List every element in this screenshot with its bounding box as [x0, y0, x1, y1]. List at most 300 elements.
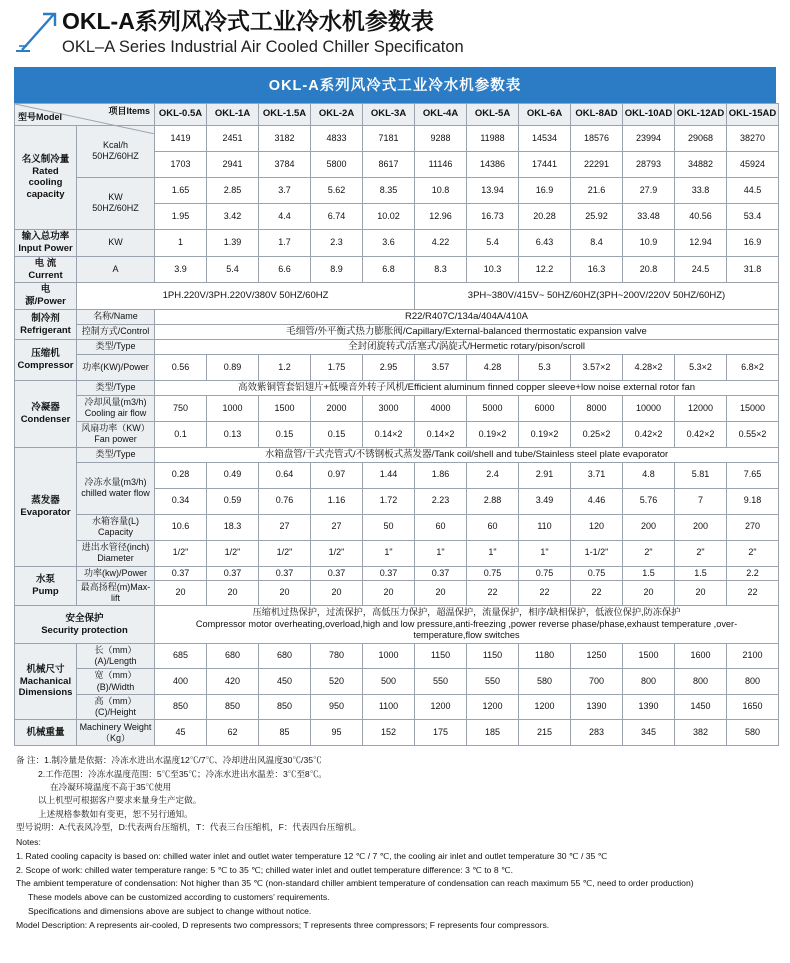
item-cell: 功率(kw)/Power — [77, 566, 155, 580]
cell: 16.3 — [571, 256, 623, 283]
table-row-input-power — [15, 229, 779, 256]
security-line-en-1: Compressor motor overheating,overload,high and low pressure,anti-freezing ,power reverse phase/phase,exhaust temperature ,over- — [195, 618, 738, 629]
cell: 1390 — [623, 694, 675, 720]
cell: 5.4 — [207, 256, 259, 283]
unit-line: KW — [108, 192, 123, 203]
label-line: 输入总功率 — [21, 230, 70, 242]
cell: 0.75 — [571, 566, 623, 580]
cell: 1150 — [467, 643, 519, 669]
cell: 1" — [415, 540, 467, 566]
cell: 3.57 — [415, 354, 467, 380]
label-line: Compressor — [17, 359, 74, 371]
cell: 1.2 — [259, 354, 311, 380]
cell: 3.6 — [363, 229, 415, 256]
cell: 6000 — [519, 395, 571, 421]
cell: 1600 — [675, 643, 727, 669]
table-row-condenser-fanpower — [15, 421, 779, 447]
label-line: Evaporator — [20, 506, 71, 518]
item-cell: 宽（mm）(B)/Width — [77, 669, 155, 695]
item-cell: 功率(KW)/Power — [77, 354, 155, 380]
item-cell: 长（mm）(A)/Length — [77, 643, 155, 669]
cell: 4.22 — [415, 229, 467, 256]
item-line: （Kg） — [100, 732, 130, 743]
cell: 4833 — [311, 125, 363, 151]
cell: 2.85 — [207, 177, 259, 203]
page-title-en: OKL–A Series Industrial Air Cooled Chiller Specificaton — [62, 38, 464, 57]
cell: 0.37 — [155, 566, 207, 580]
row-label-refrigerant — [15, 310, 77, 340]
cell: 10.02 — [363, 203, 415, 229]
cell: 580 — [519, 669, 571, 695]
cell: 16.9 — [519, 177, 571, 203]
cell: 5.4 — [467, 229, 519, 256]
cell: 28793 — [623, 151, 675, 177]
item-line: 冷冻水量(m3/h) — [84, 476, 147, 487]
cell: 23994 — [623, 125, 675, 151]
cell: 8.35 — [363, 177, 415, 203]
item-line: Machinery Weight — [79, 721, 152, 732]
note-en-1: 2. Scope of work: chilled water temperature range: 5 ℃ to 35 ℃; chilled water inlet and outlet temperature difference: 3 ℃ to 8 ℃. — [16, 864, 514, 875]
table-row-evaporator-type — [15, 447, 779, 462]
cell: 800 — [675, 669, 727, 695]
cell: 4000 — [415, 395, 467, 421]
cell: 3.7 — [259, 177, 311, 203]
item-cell: 最高扬程(m)Max-lift — [77, 580, 155, 606]
cell: 1/2" — [259, 540, 311, 566]
cell: 550 — [467, 669, 519, 695]
cell: 34882 — [675, 151, 727, 177]
cell: 0.64 — [259, 462, 311, 488]
cell: 1200 — [519, 694, 571, 720]
cell: 4.4 — [259, 203, 311, 229]
cell: 110 — [519, 514, 571, 540]
cell: 3.9 — [155, 256, 207, 283]
note-cn-model-description: 型号说明：A:代表风冷型，D:代表两台压缩机，T：代表三台压缩机，F：代表四台压缩机。 — [16, 821, 362, 832]
cell: 1" — [519, 540, 571, 566]
cell: 17441 — [519, 151, 571, 177]
item-cell — [77, 540, 155, 566]
cell: 45924 — [727, 151, 779, 177]
cell: 2.3 — [311, 229, 363, 256]
cell: 33.8 — [675, 177, 727, 203]
cell: 62 — [207, 720, 259, 746]
cell: 33.48 — [623, 203, 675, 229]
cell: 0.59 — [207, 488, 259, 514]
row-label-pump — [15, 566, 77, 606]
note-cn-3: 以上机型可根据客户要求来量身生产定做。 — [38, 795, 202, 806]
row-label-dimensions — [15, 643, 77, 720]
table-row-dimension-width — [15, 669, 779, 695]
unit-line: Kcal/h — [102, 140, 128, 151]
cell: 38270 — [727, 125, 779, 151]
cell: 5.81 — [675, 462, 727, 488]
cell: 5.3×2 — [675, 354, 727, 380]
cell: 1200 — [467, 694, 519, 720]
item-line: 冷却风量(m3/h) — [84, 396, 147, 407]
label-line: Current — [28, 269, 63, 281]
row-label-security — [15, 606, 155, 644]
arrow-logo-icon — [14, 10, 60, 54]
label-line: Machanical — [19, 675, 72, 687]
cell: 0.37 — [207, 566, 259, 580]
cell: 2941 — [207, 151, 259, 177]
cell: 215 — [519, 720, 571, 746]
table-row-condenser-type — [15, 380, 779, 395]
row-label-compressor — [15, 339, 77, 380]
table-corner-cell — [15, 103, 155, 125]
row-label-condenser — [15, 380, 77, 447]
cell: 40.56 — [675, 203, 727, 229]
cell: 1000 — [363, 643, 415, 669]
label-line: Input Power — [18, 242, 73, 254]
corner-row-label: 型号Model — [18, 111, 62, 122]
evaporator-type-value: 水箱盘管/干式壳管式/不锈钢板式蒸发器/Tank coil/shell and tube/Stainless steel plate evaporator — [155, 447, 779, 462]
cell: 1 — [155, 229, 207, 256]
unit-cell: A — [77, 256, 155, 283]
model-header: OKL-1.5A — [259, 103, 311, 125]
cell: 0.97 — [311, 462, 363, 488]
table-row-pump-lift — [15, 580, 779, 606]
cell: 45 — [155, 720, 207, 746]
cell: 9.18 — [727, 488, 779, 514]
cell: 550 — [415, 669, 467, 695]
cell: 1200 — [415, 694, 467, 720]
table-row-refrigerant-name — [15, 310, 779, 325]
cell: 1.5 — [675, 566, 727, 580]
label-line: Condenser — [20, 413, 71, 425]
cell: 95 — [311, 720, 363, 746]
label-line: capacity — [26, 189, 65, 201]
cell: 580 — [727, 720, 779, 746]
row-label-input-power — [15, 229, 77, 256]
table-row-evaporator-flow — [15, 462, 779, 488]
table-row-pump-power — [15, 566, 779, 580]
cell: 382 — [675, 720, 727, 746]
table-row-power-supply — [15, 283, 779, 310]
model-header: OKL-12AD — [675, 103, 727, 125]
cell: 7 — [675, 488, 727, 514]
cell: 8.3 — [415, 256, 467, 283]
cell: 27.9 — [623, 177, 675, 203]
item-cell — [77, 462, 155, 514]
cell: 12000 — [675, 395, 727, 421]
item-cell — [77, 395, 155, 421]
label-line: 蒸发器 — [31, 494, 60, 506]
cell: 950 — [311, 694, 363, 720]
cell: 29068 — [675, 125, 727, 151]
label-line: 电 — [40, 284, 51, 296]
item-cell — [77, 720, 155, 746]
label-line: 制冷剂 — [31, 312, 60, 324]
cell: 10.3 — [467, 256, 519, 283]
cell: 0.37 — [311, 566, 363, 580]
label-line: 压缩机 — [31, 347, 60, 359]
cell: 2" — [675, 540, 727, 566]
cell: 680 — [207, 643, 259, 669]
label-line: 机械尺寸 — [26, 663, 65, 675]
item-cell: 类型/Type — [77, 380, 155, 395]
cell: 3784 — [259, 151, 311, 177]
cell: 0.28 — [155, 462, 207, 488]
cell: 53.4 — [727, 203, 779, 229]
refrigerant-control-value: 毛细管/外平衡式热力膨胀阀/Capillary/External-balanced thermostatic expansion valve — [155, 325, 779, 340]
cell: 1.7 — [259, 229, 311, 256]
cell: 1" — [467, 540, 519, 566]
table-header-row — [15, 103, 779, 125]
cell: 22 — [467, 580, 519, 606]
cell: 185 — [467, 720, 519, 746]
label-line: cooling — [28, 177, 63, 189]
cell: 5000 — [467, 395, 519, 421]
cell: 20 — [675, 580, 727, 606]
cell: 0.15 — [259, 421, 311, 447]
item-line: Capacity — [97, 527, 133, 537]
table-row — [15, 177, 779, 203]
cell: 12.96 — [415, 203, 467, 229]
cell: 0.76 — [259, 488, 311, 514]
cell: 1.5 — [623, 566, 675, 580]
cell: 0.42×2 — [675, 421, 727, 447]
cell: 1390 — [571, 694, 623, 720]
cell: 3.42 — [207, 203, 259, 229]
table-row-weight — [15, 720, 779, 746]
cell: 22 — [727, 580, 779, 606]
cell: 1.95 — [155, 203, 207, 229]
cell: 850 — [259, 694, 311, 720]
item-cell — [77, 514, 155, 540]
cell: 0.37 — [415, 566, 467, 580]
model-header: OKL-15AD — [727, 103, 779, 125]
cell: 20 — [311, 580, 363, 606]
cell: 12.2 — [519, 256, 571, 283]
unit-line: 50HZ/60HZ — [92, 203, 139, 214]
cell: 10.8 — [415, 177, 467, 203]
cell: 16.9 — [727, 229, 779, 256]
specification-table — [14, 103, 779, 746]
cell: 15000 — [727, 395, 779, 421]
cell: 0.56 — [155, 354, 207, 380]
cell: 4.8 — [623, 462, 675, 488]
cell: 5.62 — [311, 177, 363, 203]
cell: 283 — [571, 720, 623, 746]
cell: 2" — [623, 540, 675, 566]
cell: 0.13 — [207, 421, 259, 447]
cell: 1419 — [155, 125, 207, 151]
item-cell — [77, 421, 155, 447]
cell: 1.75 — [311, 354, 363, 380]
cell: 85 — [259, 720, 311, 746]
item-cell: 类型/Type — [77, 339, 155, 354]
cell: 1/2" — [311, 540, 363, 566]
item-line: Cooling air flow — [84, 408, 147, 419]
cell: 2451 — [207, 125, 259, 151]
notes-chinese — [16, 754, 774, 834]
cell: 2" — [727, 540, 779, 566]
cell: 152 — [363, 720, 415, 746]
note-en-0: 1. Rated cooling capacity is based on: chilled water inlet and outlet water temperature 12 ℃ / 7 ℃, the cooling air inlet and outlet temperature 30 ℃ / 35 ℃ — [16, 850, 608, 861]
cell: 4.28 — [467, 354, 519, 380]
unit-cell: KW — [77, 229, 155, 256]
cell: 1.72 — [363, 488, 415, 514]
item-line: chilled water flow — [81, 488, 150, 498]
cell: 31.8 — [727, 256, 779, 283]
cell: 22 — [519, 580, 571, 606]
cell: 9288 — [415, 125, 467, 151]
cell: 175 — [415, 720, 467, 746]
cell: 0.49 — [207, 462, 259, 488]
cell: 20 — [415, 580, 467, 606]
cell: 1" — [363, 540, 415, 566]
notes-en-title: Notes: — [16, 837, 41, 848]
cell: 0.1 — [155, 421, 207, 447]
cell: 11988 — [467, 125, 519, 151]
label-line: 安全保护 — [65, 612, 104, 624]
cell: 1.86 — [415, 462, 467, 488]
label-line: Security protection — [41, 624, 128, 636]
label-line: Pump — [32, 585, 59, 597]
model-header: OKL-8AD — [571, 103, 623, 125]
cell: 750 — [155, 395, 207, 421]
cell: 7181 — [363, 125, 415, 151]
cell: 0.55×2 — [727, 421, 779, 447]
security-line-en-2: temperature,flow switches — [413, 630, 520, 641]
cell: 25.92 — [571, 203, 623, 229]
cell: 50 — [363, 514, 415, 540]
cell: 450 — [259, 669, 311, 695]
cell: 1150 — [415, 643, 467, 669]
label-line: Rated — [32, 165, 59, 177]
note-cn-0: 备 注：1.制冷量是依据：冷冻水进出水温度12℃/7℃、冷却进出风温度30℃/35℃ — [16, 755, 322, 766]
cell: 120 — [571, 514, 623, 540]
model-header: OKL-4A — [415, 103, 467, 125]
label-line: Dimensions — [18, 687, 73, 699]
note-en-3: These models above can be customized according to customers’ requirements. — [28, 892, 330, 903]
cell: 1/2" — [207, 540, 259, 566]
label-line: 名义制冷量 — [21, 153, 70, 165]
cell: 8.9 — [311, 256, 363, 283]
model-header: OKL-0.5A — [155, 103, 207, 125]
cell: 10.9 — [623, 229, 675, 256]
cell: 10000 — [623, 395, 675, 421]
item-line: Diameter — [97, 553, 134, 563]
cell: 24.5 — [675, 256, 727, 283]
cell: 4.28×2 — [623, 354, 675, 380]
cell: 2.88 — [467, 488, 519, 514]
cell: 1.65 — [155, 177, 207, 203]
cell: 8617 — [363, 151, 415, 177]
cell: 14534 — [519, 125, 571, 151]
cell: 20.28 — [519, 203, 571, 229]
cell: 400 — [155, 669, 207, 695]
notes-english — [16, 836, 774, 932]
item-cell: 名称/Name — [77, 310, 155, 325]
cell: 6.6 — [259, 256, 311, 283]
cell: 1-1/2" — [571, 540, 623, 566]
table-row-compressor-type — [15, 339, 779, 354]
cell: 18.3 — [207, 514, 259, 540]
note-en-2: The ambient temperature of condensation: Not higher than 35 ℃ (non-standard chiller ambient temperature of condensation can reach maximum 55 ℃, need to order production) — [16, 878, 694, 889]
cell: 0.19×2 — [519, 421, 571, 447]
cell: 27 — [259, 514, 311, 540]
security-line-cn: 压缩机过热保护，过流保护，高低压力保护，超温保护，流量保护，相序/缺相保护，低液位保护,防冻保护 — [252, 607, 681, 618]
cell: 6.8 — [363, 256, 415, 283]
label-line: 水泵 — [35, 574, 55, 585]
cell: 0.15 — [311, 421, 363, 447]
cell: 5800 — [311, 151, 363, 177]
cell: 1.39 — [207, 229, 259, 256]
cell: 3182 — [259, 125, 311, 151]
cell: 800 — [727, 669, 779, 695]
cell: 1.44 — [363, 462, 415, 488]
cell: 18576 — [571, 125, 623, 151]
row-label-weight: 机械重量 — [15, 720, 77, 746]
cell: 20 — [155, 580, 207, 606]
cell: 780 — [311, 643, 363, 669]
cell: 4.46 — [571, 488, 623, 514]
document-header — [0, 0, 790, 63]
item-cell: 高（mm）(C)/Height — [77, 694, 155, 720]
label-line: Refrigerant — [20, 324, 71, 336]
label-line: 冷凝器 — [31, 401, 60, 413]
cell: 0.14×2 — [363, 421, 415, 447]
cell: 11146 — [415, 151, 467, 177]
cell: 0.75 — [519, 566, 571, 580]
cell: 6.74 — [311, 203, 363, 229]
cell: 1703 — [155, 151, 207, 177]
cell: 7.65 — [727, 462, 779, 488]
table-banner: OKL-A系列风冷式工业冷水机参数表 — [14, 67, 776, 103]
model-header: OKL-3A — [363, 103, 415, 125]
item-line: 进出水管径(inch) — [81, 541, 150, 552]
unit-line: 50HZ/60HZ — [92, 151, 139, 162]
cell: 10.6 — [155, 514, 207, 540]
cell: 2.2 — [727, 566, 779, 580]
cell: 850 — [155, 694, 207, 720]
cell: 850 — [207, 694, 259, 720]
cell: 685 — [155, 643, 207, 669]
table-row-compressor-power — [15, 354, 779, 380]
cell: 20 — [207, 580, 259, 606]
cell: 200 — [675, 514, 727, 540]
cell: 700 — [571, 669, 623, 695]
cell: 12.94 — [675, 229, 727, 256]
cell: 44.5 — [727, 177, 779, 203]
model-header: OKL-2A — [311, 103, 363, 125]
cell: 14386 — [467, 151, 519, 177]
cell: 1250 — [571, 643, 623, 669]
notes-section — [16, 754, 774, 932]
cell: 0.37 — [259, 566, 311, 580]
row-label-current — [15, 256, 77, 283]
cell: 6.43 — [519, 229, 571, 256]
condenser-type-value: 高效紫铜管套铝翅片+低噪音外转子风机/Efficient aluminum finned copper sleeve+low noise external rotor fan — [155, 380, 779, 395]
cell: 22 — [571, 580, 623, 606]
cell: 1.16 — [311, 488, 363, 514]
cell: 270 — [727, 514, 779, 540]
cell: 420 — [207, 669, 259, 695]
refrigerant-name-value: R22/R407C/134a/404A/410A — [155, 310, 779, 325]
item-line: 水箱容量(L) — [92, 515, 139, 526]
table-row-condenser-airflow — [15, 395, 779, 421]
cell: 345 — [623, 720, 675, 746]
table-row-evaporator-diameter — [15, 540, 779, 566]
table-row-current — [15, 256, 779, 283]
power-supply-single-phase: 1PH.220V/3PH.220V/380V 50HZ/60HZ — [77, 283, 415, 310]
cell: 20.8 — [623, 256, 675, 283]
cell: 3.71 — [571, 462, 623, 488]
cell: 22291 — [571, 151, 623, 177]
cell: 2.4 — [467, 462, 519, 488]
